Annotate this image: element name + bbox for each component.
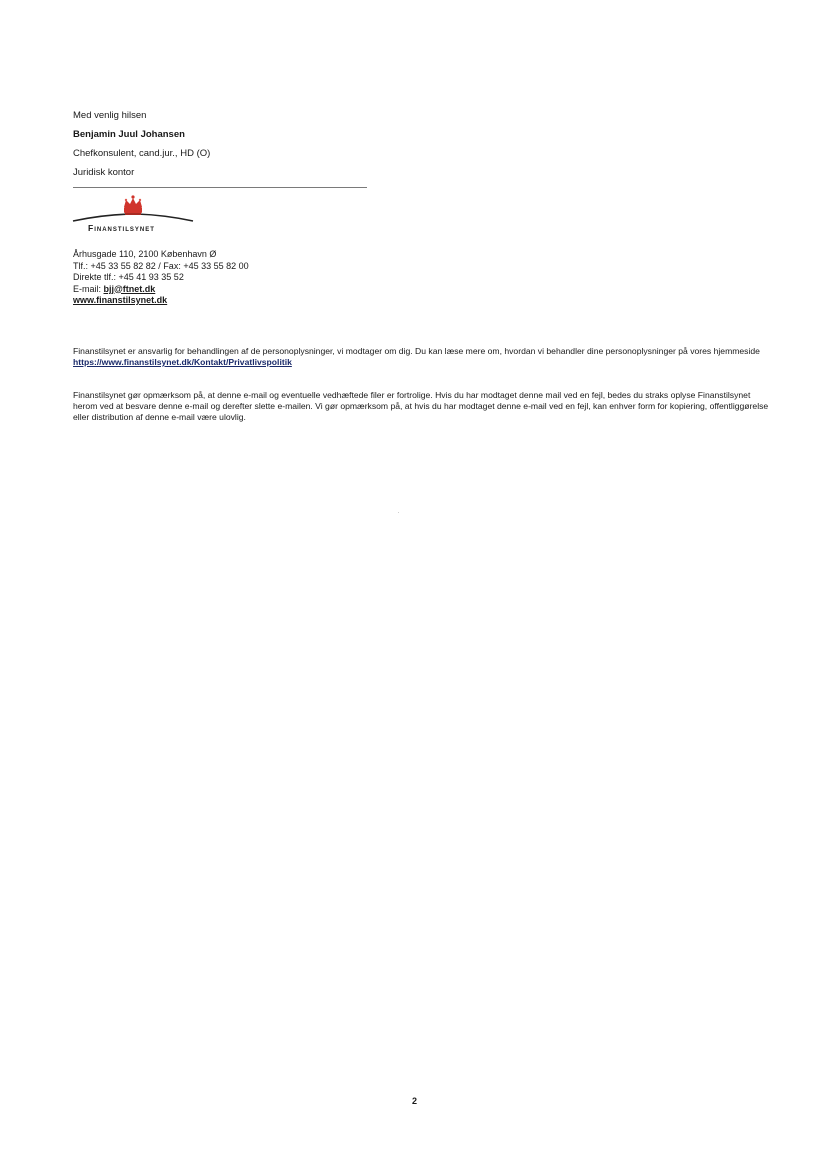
crown-icon <box>124 195 142 215</box>
sender-position: Chefkonsulent, cand.jur., HD (O) <box>73 148 211 159</box>
greeting: Med venlig hilsen <box>73 110 147 121</box>
phone-fax: Tlf.: +45 33 55 82 82 / Fax: +45 33 55 82 00 <box>73 260 249 271</box>
signature-divider <box>73 187 367 188</box>
privacy-notice <box>73 346 773 368</box>
sender-name: Benjamin Juul Johansen <box>73 129 185 140</box>
website-line <box>73 295 249 307</box>
email-label: E-mail: <box>73 283 104 294</box>
scan-speck <box>398 512 399 513</box>
privacy-text: Finanstilsynet er ansvarlig for behandlingen af de personoplysninger, vi modtager om dig. Du kan læse mere om, hvordan vi behandler dine personoplysninger på vores hjemmeside <box>73 346 760 356</box>
website-link[interactable]: www.finanstilsynet.dk <box>73 295 168 305</box>
confidentiality-notice: Finanstilsynet gør opmærksom på, at denne e-mail og eventuelle vedhæftede filer er fortrolige. Hvis du har modtaget denne mail ved en fejl, bedes du straks oplyse Finanstilsynet herom ved at besvare denne e-mail og derefter slette e-mailen. Vi gør opmærksom på, at hvis du har modtaget denne e-mail ved en fejl, kan enhver form for kopiering, offentliggørelse eller distribution af denne e-mail være ulovlig. <box>73 390 769 422</box>
email-link[interactable]: bjj@ftnet.dk <box>103 283 156 294</box>
direct-phone: Direkte tlf.: +45 41 93 35 52 <box>73 272 184 282</box>
email-line <box>73 284 249 296</box>
page-number: 2 <box>412 1096 418 1106</box>
logo-wordmark: Finanstilsynet <box>88 223 155 233</box>
privacy-policy-link[interactable]: https://www.finanstilsynet.dk/Kontakt/Privatlivspolitik <box>73 357 292 367</box>
contact-block <box>73 249 249 307</box>
sender-department: Juridisk kontor <box>73 167 135 178</box>
address: Århusgade 110, 2100 København Ø <box>73 249 217 259</box>
